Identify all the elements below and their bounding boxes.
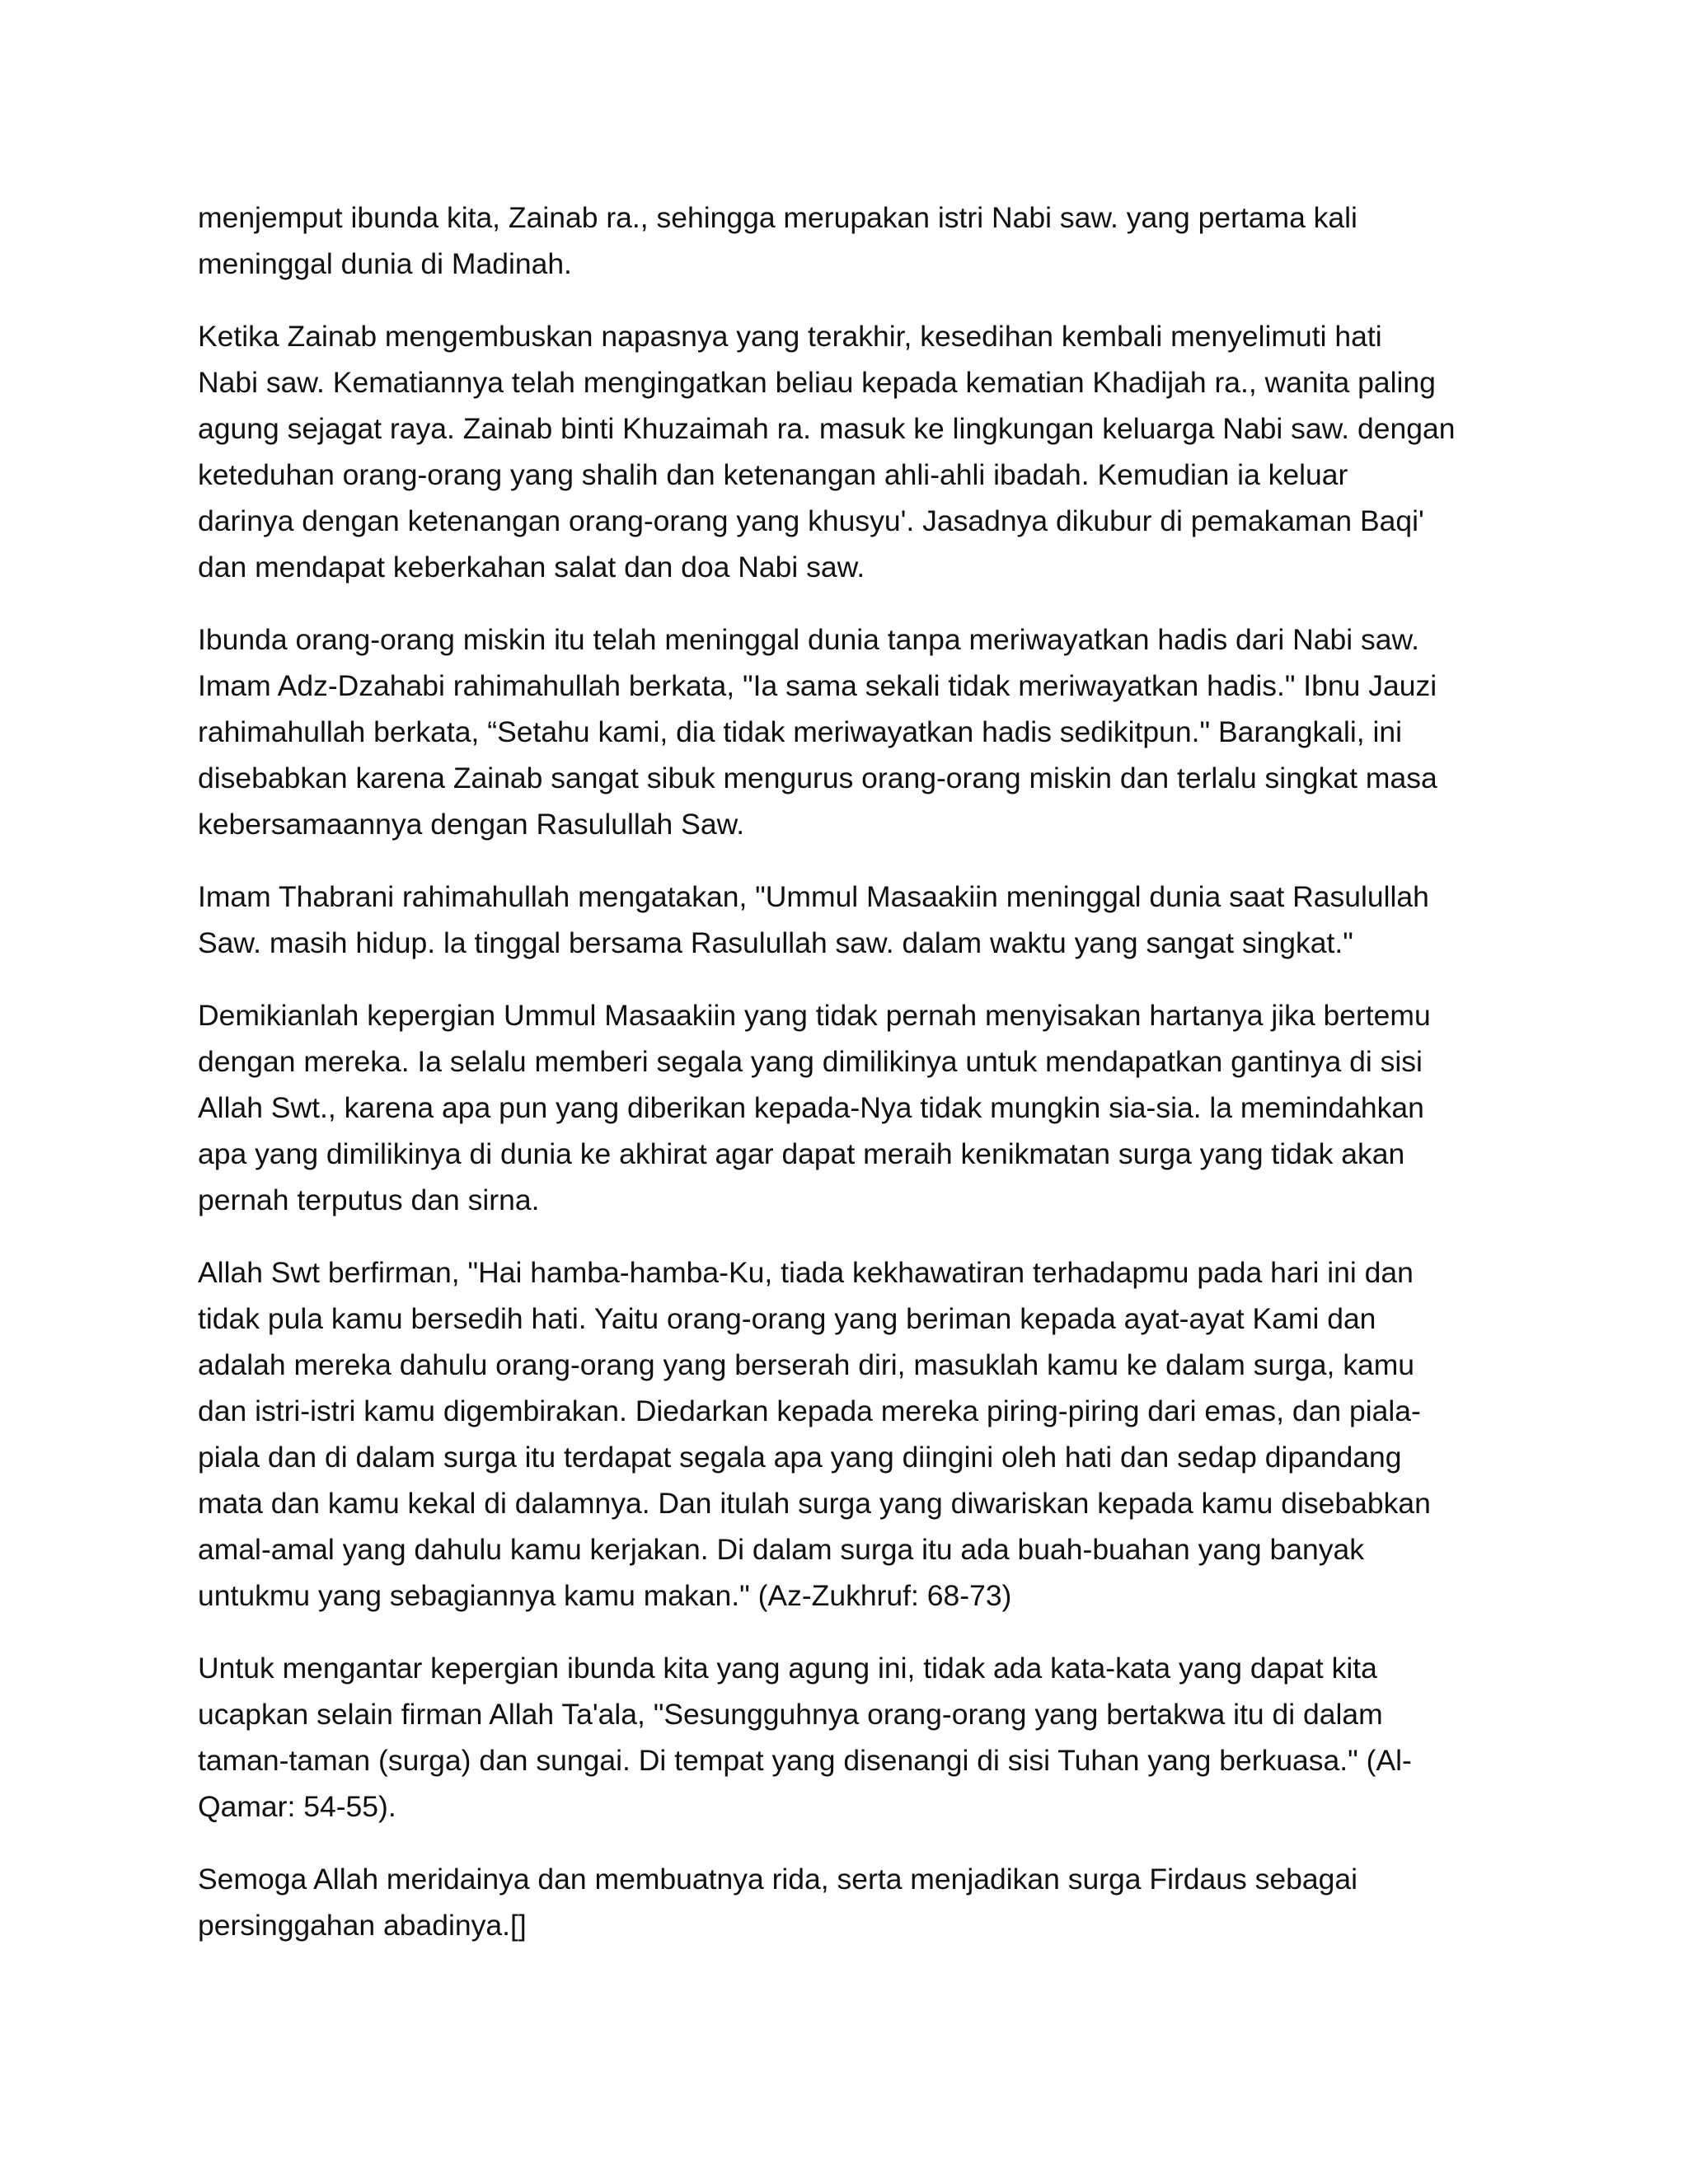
text-line: dengan mereka. Ia selalu memberi segala yang dimilikinya untuk mendapatkan gantinya di sisi [198,1045,1423,1078]
text-line: Ibunda orang-orang miskin itu telah meninggal dunia tanpa meriwayatkan hadis dari Nabi saw. [198,623,1420,656]
text-line: pernah terputus dan sirna. [198,1183,540,1216]
text-line: Imam Thabrani rahimahullah mengatakan, "Ummul Masaakiin meninggal dunia saat Rasulullah [198,880,1429,913]
paragraph-5 [198,992,1500,1223]
text-line: Saw. masih hidup. la tinggal bersama Rasulullah saw. dalam waktu yang sangat singkat." [198,926,1353,959]
text-line: Untuk mengantar kepergian ibunda kita yang agung ini, tidak ada kata-kata yang dapat kita [198,1652,1377,1685]
text-line: dan mendapat keberkahan salat dan doa Nabi saw. [198,551,865,583]
text-line: amal-amal yang dahulu kamu kerjakan. Di dalam surga itu ada buah-buahan yang banyak [198,1533,1364,1566]
paragraph-7 [198,1645,1500,1830]
text-line: persinggahan abadinya.[] [198,1909,527,1942]
text-line: taman-taman (surga) dan sungai. Di tempat yang disenangi di sisi Tuhan yang berkuasa." (Al- [198,1744,1412,1777]
text-line: piala dan di dalam surga itu terdapat segala apa yang diingini oleh hati dan sedap dipandang [198,1441,1402,1474]
paragraph-2 [198,313,1500,590]
text-line: kebersamaannya dengan Rasulullah Saw. [198,808,745,841]
text-line: Qamar: 54-55). [198,1790,396,1823]
text-line: keteduhan orang-orang yang shalih dan ketenangan ahli-ahli ibadah. Kemudian ia keluar [198,458,1348,491]
text-line: Allah Swt., karena apa pun yang diberikan kepada-Nya tidak mungkin sia-sia. la memindahkan [198,1091,1424,1124]
text-line: ucapkan selain firman Allah Ta'ala, "Sesungguhnya orang-orang yang bertakwa itu di dalam [198,1698,1383,1731]
text-line: Ketika Zainab mengembuskan napasnya yang terakhir, kesedihan kembali menyelimuti hati [198,320,1382,353]
paragraph-4 [198,874,1500,966]
paragraph-6 [198,1249,1500,1619]
text-line: adalah mereka dahulu orang-orang yang berserah diri, masuklah kamu ke dalam surga, kamu [198,1348,1415,1381]
text-line: menjemput ibunda kita, Zainab ra., sehingga merupakan istri Nabi saw. yang pertama kali [198,201,1357,234]
text-line: Allah Swt berfirman, "Hai hamba-hamba-Ku, tiada kekhawatiran terhadapmu pada hari ini dan [198,1256,1414,1289]
text-line: dan istri-istri kamu digembirakan. Diedarkan kepada mereka piring-piring dari emas, dan piala- [198,1394,1421,1427]
text-line: untukmu yang sebagiannya kamu makan." (Az-Zukhruf: 68-73) [198,1579,1012,1612]
text-line: meninggal dunia di Madinah. [198,247,572,280]
text-line: apa yang dimilikinya di dunia ke akhirat agar dapat meraih kenikmatan surga yang tidak akan [198,1137,1405,1170]
text-line: mata dan kamu kekal di dalamnya. Dan itulah surga yang diwariskan kepada kamu disebabkan [198,1487,1431,1520]
text-line: darinya dengan ketenangan orang-orang yang khusyu'. Jasadnya dikubur di pemakaman Baqi' [198,504,1424,537]
text-line: Nabi saw. Kematiannya telah mengingatkan beliau kepada kematian Khadijah ra., wanita paling [198,366,1436,399]
text-line: agung sejagat raya. Zainab binti Khuzaimah ra. masuk ke lingkungan keluarga Nabi saw. dengan [198,412,1456,445]
text-line: tidak pula kamu bersedih hati. Yaitu orang-orang yang beriman kepada ayat-ayat Kami dan [198,1302,1376,1335]
paragraph-1 [198,194,1500,287]
paragraph-3 [198,616,1500,847]
document-body [198,194,1500,1975]
text-line: Demikianlah kepergian Ummul Masaakiin yang tidak pernah menyisakan hartanya jika bertemu [198,999,1431,1032]
text-line: Imam Adz-Dzahabi rahimahullah berkata, "Ia sama sekali tidak meriwayatkan hadis." Ibnu Jauzi [198,669,1437,702]
paragraph-8 [198,1856,1500,1948]
text-line: disebabkan karena Zainab sangat sibuk mengurus orang-orang miskin dan terlalu singkat masa [198,762,1437,794]
text-line: Semoga Allah meridainya dan membuatnya rida, serta menjadikan surga Firdaus sebagai [198,1863,1357,1896]
text-line: rahimahullah berkata, “Setahu kami, dia tidak meriwayatkan hadis sedikitpun." Barangkali, ini [198,715,1402,748]
